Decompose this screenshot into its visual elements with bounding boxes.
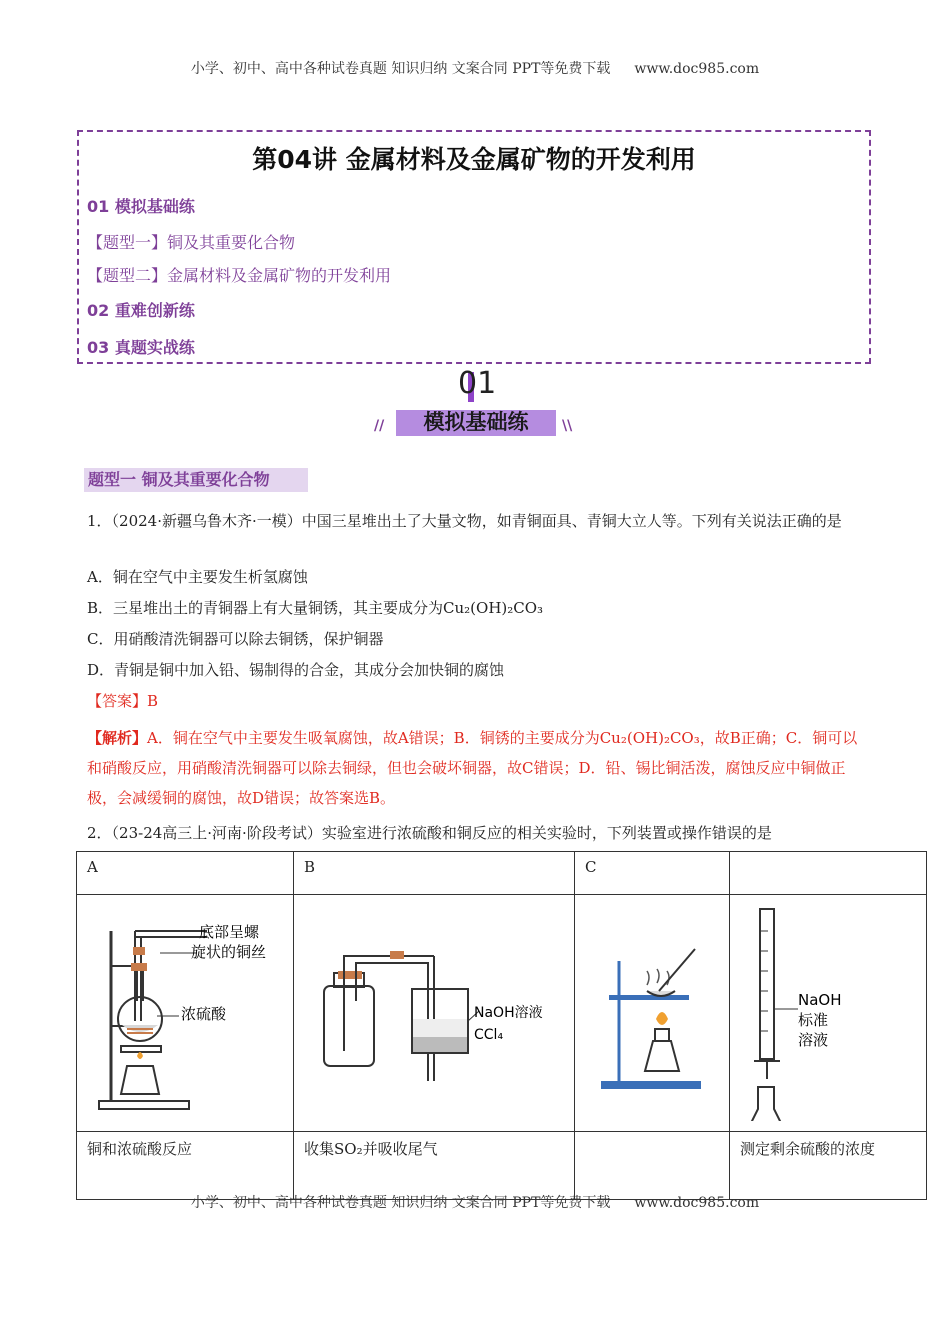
header-url[interactable]: www.doc985.com bbox=[634, 61, 760, 77]
figure-a-label-1: 底部呈螺 bbox=[199, 923, 260, 941]
col-header-b: B bbox=[294, 852, 575, 895]
badge-slash-left: // bbox=[374, 418, 385, 434]
figure-d bbox=[730, 895, 927, 1132]
q2-table bbox=[76, 851, 927, 1200]
apparatus-c-svg bbox=[585, 901, 719, 1121]
figure-d-label-1: NaOH bbox=[798, 991, 842, 1009]
section-heading: 题型一 铜及其重要化合物 bbox=[84, 468, 308, 492]
figure-d-label-3: 溶液 bbox=[798, 1031, 829, 1049]
footer-text: 小学、初中、高中各种试卷真题 知识归纳 文案合同 PPT等免费下载 bbox=[190, 1195, 611, 1211]
header-text: 小学、初中、高中各种试卷真题 知识归纳 文案合同 PPT等免费下载 bbox=[190, 61, 611, 77]
figure-b bbox=[294, 895, 575, 1132]
col-header-a: A bbox=[77, 852, 294, 895]
q1-option-c: C．用硝酸清洗铜器可以除去铜锈，保护铜器 bbox=[87, 630, 384, 648]
page-header bbox=[0, 58, 950, 78]
question-1-stem: 1．（2024·新疆乌鲁木齐·一模）中国三星堆出土了大量文物，如青铜面具、青铜大立人等。下列有关说法正确的是 bbox=[87, 512, 842, 530]
q1-analysis bbox=[87, 723, 867, 813]
figure-d-label-2: 标准 bbox=[798, 1011, 829, 1029]
toc-item-1[interactable]: 01 模拟基础练 bbox=[87, 197, 195, 216]
apparatus-d-svg bbox=[740, 901, 916, 1121]
q1-option-d: D．青铜是铜中加入铅、锡制得的合金，其成分会加快铜的腐蚀 bbox=[87, 661, 505, 679]
figure-a bbox=[77, 895, 294, 1132]
badge-slash-right: \\ bbox=[562, 418, 573, 434]
section-badge bbox=[372, 366, 582, 446]
caption-c bbox=[575, 1132, 730, 1200]
col-header-d bbox=[730, 852, 927, 895]
badge-number: 01 bbox=[458, 366, 497, 401]
q1-answer: 【答案】B bbox=[87, 692, 159, 710]
analysis-text: A．铜在空气中主要发生吸氧腐蚀，故A错误；B．铜锈的主要成分为Cu₂(OH)₂CO₃，故B正确；C．铜可以和硝酸反应，用硝酸清洗铜器可以除去铜绿，但也会破坏铜器，故C错误；D．铅、锡比铜活泼，腐蚀反应中铜做正极，会减缓铜的腐蚀，故D错误；故答案选B。 bbox=[87, 729, 858, 807]
figure-a-label-3: 浓硫酸 bbox=[181, 1005, 227, 1023]
caption-b: 收集SO₂并吸收尾气 bbox=[294, 1132, 575, 1200]
toc-item-5[interactable]: 03 真题实战练 bbox=[87, 338, 195, 357]
badge-label: 模拟基础练 bbox=[423, 410, 529, 434]
q1-option-a: A．铜在空气中主要发生析氢腐蚀 bbox=[87, 568, 308, 586]
question-2-stem: 2．（23-24高三上·河南·阶段考试）实验室进行浓硫酸和铜反应的相关实验时，下列装置或操作错误的是 bbox=[87, 824, 772, 842]
apparatus-a-svg bbox=[87, 901, 283, 1121]
toc-item-2[interactable]: 【题型一】铜及其重要化合物 bbox=[87, 233, 296, 252]
caption-d: 测定剩余硫酸的浓度 bbox=[730, 1132, 927, 1200]
toc-item-3[interactable]: 【题型二】金属材料及金属矿物的开发利用 bbox=[87, 266, 392, 285]
col-header-c: C bbox=[575, 852, 730, 895]
page-footer bbox=[0, 1192, 950, 1212]
figure-a-label-2: 旋状的铜丝 bbox=[191, 943, 267, 961]
page-title: 第04讲 金属材料及金属矿物的开发利用 bbox=[252, 145, 696, 174]
analysis-label: 【解析】 bbox=[87, 729, 148, 747]
toc-box bbox=[77, 130, 871, 364]
caption-a: 铜和浓硫酸反应 bbox=[77, 1132, 294, 1200]
q1-option-b: B．三星堆出土的青铜器上有大量铜锈，其主要成分为Cu₂(OH)₂CO₃ bbox=[87, 599, 544, 617]
toc-item-4[interactable]: 02 重难创新练 bbox=[87, 301, 195, 320]
figure-b-label-1: NaOH溶液 bbox=[474, 1005, 543, 1021]
footer-url[interactable]: www.doc985.com bbox=[634, 1195, 760, 1211]
apparatus-b-svg bbox=[304, 901, 564, 1121]
figure-c bbox=[575, 895, 730, 1132]
figure-b-label-2: CCl₄ bbox=[474, 1027, 504, 1043]
